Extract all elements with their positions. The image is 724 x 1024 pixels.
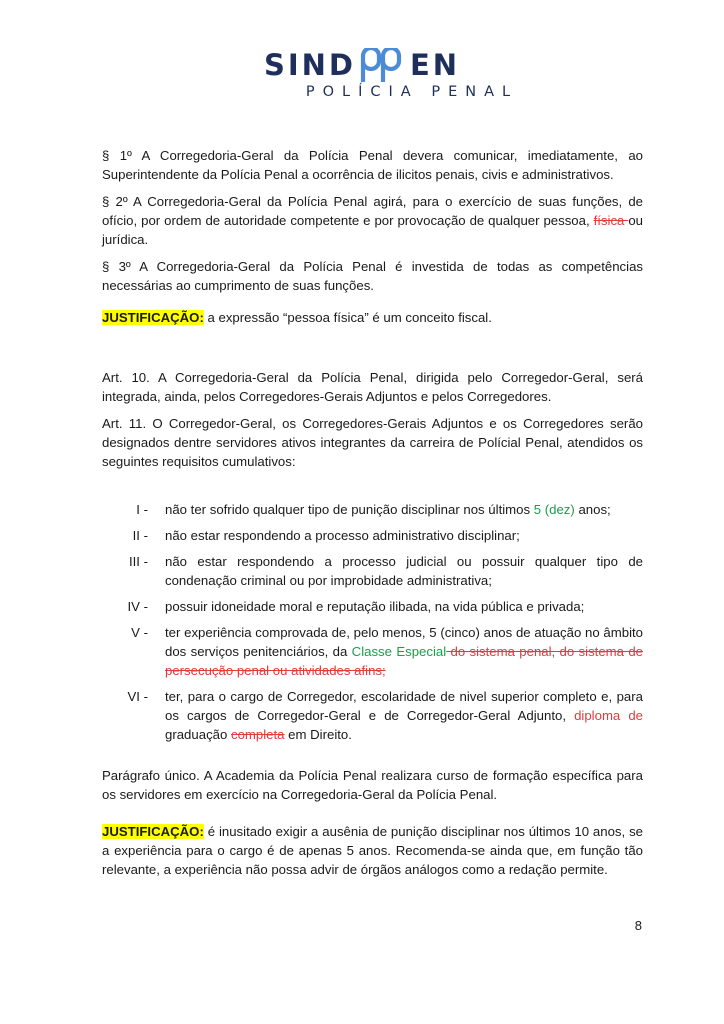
logo-subtitle: POLÍCIA PENAL bbox=[305, 84, 519, 100]
double-p-logo-icon bbox=[358, 48, 408, 82]
page-number: 8 bbox=[634, 918, 642, 933]
item-number: I - bbox=[136, 502, 148, 517]
paragraph-3: § 3º A Corregedoria-Geral da Polícia Penal é investida de todas as competências necessárias ao cumprimento de suas funções. bbox=[102, 259, 643, 293]
item-number: IV - bbox=[127, 599, 148, 614]
deleted-text: do sistema penal, do sistema de persecução penal ou atividades afins; bbox=[165, 644, 643, 678]
list-item bbox=[102, 500, 643, 519]
logo-wordmark bbox=[264, 48, 460, 82]
article-11: Art. 11. O Corregedor-Geral, os Corregedores-Gerais Adjuntos e os Corregedores serão designados dentre servidores ativos integrantes da carreira de Polícial Penal, atendidos os seguintes requisitos cumulativos: bbox=[102, 416, 643, 469]
list-item bbox=[102, 623, 643, 680]
justification-label: JUSTIFICAÇÃO: bbox=[102, 824, 204, 839]
justification-label: JUSTIFICAÇÃO: bbox=[102, 310, 204, 325]
justification-text: é inusitado exigir a ausênia de punição disciplinar nos últimos 10 anos, se a experiência para o cargo é de apenas 5 anos. Recomenda-se ainda que, em função tão relevante, a experiência não possa advir de órgãos análogos como a redação permite. bbox=[102, 824, 643, 877]
logo-text-left: SIND bbox=[263, 48, 356, 82]
paragraph-2 bbox=[102, 192, 643, 249]
list-item bbox=[102, 552, 643, 590]
item-text-part: em Direito. bbox=[284, 727, 352, 742]
inserted-text: diploma de bbox=[574, 708, 643, 723]
item-text-part: ter experiência comprovada de, pelo menos, 5 (cinco) anos de atuação no âmbito dos serviços penitenciários, da bbox=[165, 625, 643, 659]
paragraph-2-end: ou jurídica. bbox=[102, 213, 643, 247]
document-body bbox=[102, 146, 643, 879]
item-text-part: anos; bbox=[574, 502, 611, 517]
logo-text-right: EN bbox=[409, 48, 461, 82]
item-text-part: não ter sofrido qualquer tipo de punição disciplinar nos últimos bbox=[165, 502, 534, 517]
item-number: III - bbox=[128, 554, 148, 569]
list-item bbox=[102, 526, 643, 545]
requirements-list bbox=[102, 500, 643, 744]
inserted-text: Classe Especial bbox=[351, 644, 447, 659]
paragraph-2-text: § 2º A Corregedoria-Geral da Polícia Penal agirá, para o exercício de suas funções, de ofício, por ordem de autoridade competente e por provocação de qualquer pessoa, bbox=[102, 194, 643, 228]
list-item bbox=[102, 597, 643, 616]
item-text-part: graduação bbox=[165, 727, 231, 742]
item-text: não estar respondendo a processo judicial ou possuir qualquer tipo de condenação criminal ou por improbidade administrativa; bbox=[165, 554, 643, 588]
deleted-text: completa bbox=[231, 727, 285, 742]
deleted-text: física bbox=[593, 213, 629, 228]
item-number: V - bbox=[131, 625, 148, 640]
justification-2 bbox=[102, 822, 643, 879]
justification-1 bbox=[102, 308, 643, 327]
list-item bbox=[102, 687, 643, 744]
item-number: VI - bbox=[127, 689, 148, 704]
item-text bbox=[165, 623, 643, 680]
item-text-part: ter, para o cargo de Corregedor, escolaridade de nivel superior completo e, para os cargos de Corregedor-Geral e de Corregedor-Geral Adjunto, bbox=[165, 689, 643, 723]
article-10: Art. 10. A Corregedoria-Geral da Polícia Penal, dirigida pelo Corregedor-Geral, será integrada, ainda, pelos Corregedores-Gerais Adjuntos e pelos Corregedores. bbox=[102, 370, 643, 404]
item-text bbox=[165, 687, 643, 744]
item-number: II - bbox=[132, 528, 148, 543]
paragraph-1: § 1º A Corregedoria-Geral da Polícia Penal devera comunicar, imediatamente, ao Superintendente da Polícia Penal a ocorrência de ilicitos penais, civis e administrativos. bbox=[102, 148, 643, 182]
item-text: possuir idoneidade moral e reputação ilibada, na vida pública e privada; bbox=[165, 599, 585, 614]
item-text bbox=[165, 500, 643, 519]
sindppen-logo bbox=[0, 48, 724, 100]
justification-text: a expressão “pessoa física” é um conceito fiscal. bbox=[203, 310, 492, 325]
item-text: não estar respondendo a processo administrativo disciplinar; bbox=[165, 528, 520, 543]
paragraph-single: Parágrafo único. A Academia da Polícia Penal realizara curso de formação específica para os servidores em exercício na Corregedoria-Geral da Polícia Penal. bbox=[102, 768, 643, 802]
inserted-text: 5 (dez) bbox=[533, 502, 575, 517]
